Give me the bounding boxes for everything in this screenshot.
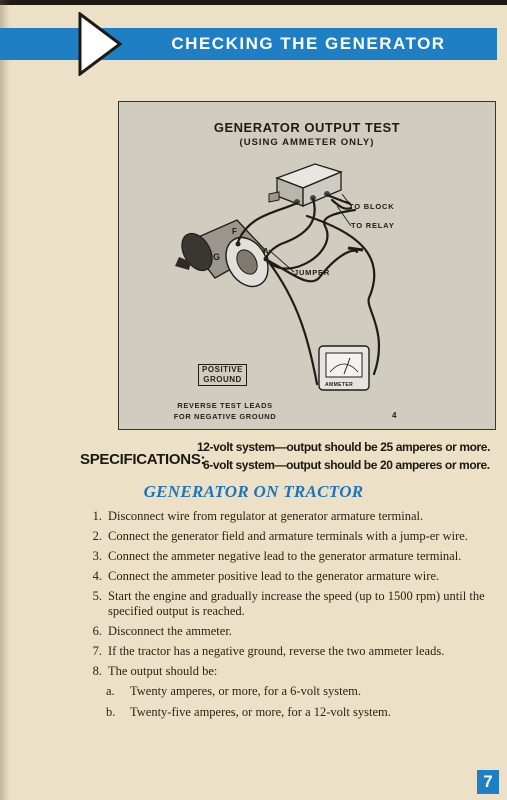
list-item: 1. Disconnect wire from regulator at generator armature terminal. [92, 509, 424, 523]
page-top-edge [0, 0, 507, 5]
reverse-leads-note [155, 400, 295, 422]
specifications-label: SPECIFICATIONS: [80, 451, 206, 468]
figure-number: 4 [392, 411, 398, 420]
ammeter-label: AMMETER [325, 382, 354, 388]
sub-list-item: a. Twenty amperes, or more, for a 6-volt system. [106, 684, 362, 698]
list-item: 8. The output should be: [92, 664, 218, 678]
page-title: CHECKING THE GENERATOR [171, 34, 446, 53]
wiring-illustration [119, 102, 497, 431]
list-item: 3. Connect the ammeter negative lead to the generator armature terminal. [92, 549, 462, 563]
page-number: 7 [477, 770, 499, 794]
list-item: 5. Start the engine and gradually increase the speed (up to 1500 rpm) until the specified output is reached. [92, 589, 485, 618]
list-item: 4. Connect the ammeter positive lead to the generator armature wire. [92, 569, 440, 583]
list-item: 2. Connect the generator field and armature terminals with a jump-er wire. [92, 529, 468, 543]
regulator-illustration [269, 164, 341, 206]
binding-shadow [0, 0, 10, 800]
procedure-list [82, 509, 496, 726]
label-jumper: JUMPER [294, 268, 331, 277]
sub-list-item: b. Twenty-five amperes, or more, for a 12-volt system. [106, 705, 391, 719]
label-to-block: TO BLOCK [349, 202, 395, 211]
reverse-note-line1: REVERSE TEST LEADS [177, 401, 273, 410]
generator-output-test-figure [118, 101, 496, 430]
figure-subtitle: (USING AMMETER ONLY) [239, 137, 375, 148]
reverse-note-line2: FOR NEGATIVE GROUND [173, 412, 277, 421]
section-heading: GENERATOR ON TRACTOR [143, 482, 364, 501]
generator-illustration [175, 220, 276, 294]
positive-ground-line1: POSITIVE [202, 365, 243, 374]
label-to-relay: TO RELAY [351, 221, 395, 230]
figure-title: GENERATOR OUTPUT TEST [213, 120, 401, 135]
terminal-label-f: F [232, 227, 238, 236]
list-item: 7. If the tractor has a negative ground, reverse the two ammeter leads. [92, 644, 445, 658]
list-item: 6. Disconnect the ammeter. [92, 624, 232, 638]
positive-ground-box [198, 364, 247, 386]
positive-ground-line2: GROUND [203, 375, 242, 384]
spec-12-volt: 12-volt system—output should be 25 amperes or more. [197, 440, 491, 454]
terminal-label-g: G [213, 252, 221, 262]
terminal-label-a: A [263, 247, 270, 256]
spec-6-volt: 6-volt system—output should be 20 amperes or more. [203, 458, 490, 472]
play-arrow-icon [78, 12, 124, 76]
